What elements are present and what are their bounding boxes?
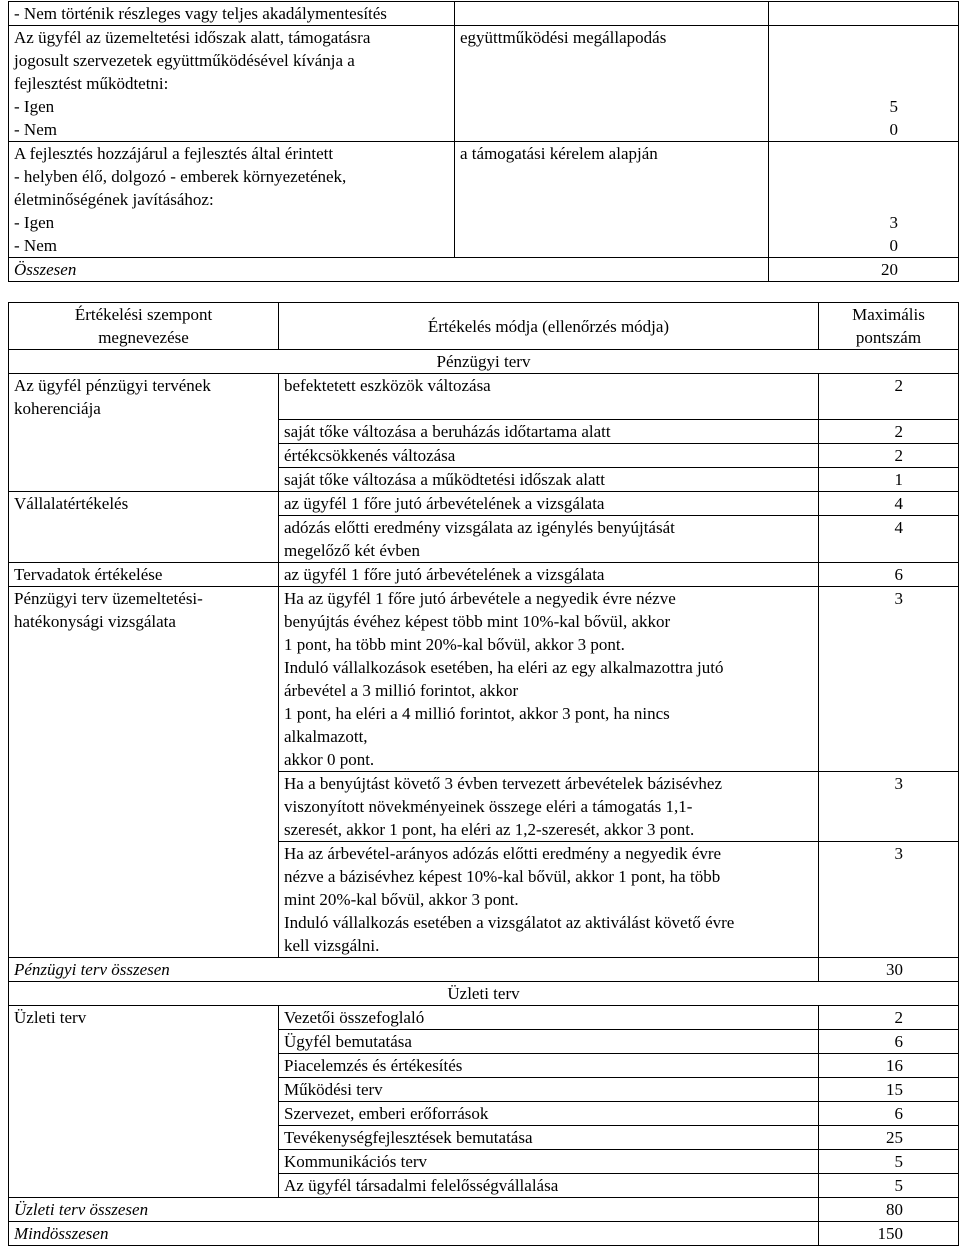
method-line: Induló vállalkozás esetében a vizsgálatot az aktiválást követő évre — [284, 913, 735, 932]
score-cell: 6 — [819, 1102, 959, 1126]
table-row — [9, 258, 959, 282]
method-line: szeresét, akkor 1 pont, ha eléri az 1,2-szeresét, akkor 3 pont. — [284, 820, 695, 839]
criteria-table-top — [8, 1, 959, 282]
table-row — [9, 2, 959, 26]
grand-total-label: Mindösszesen — [9, 1222, 819, 1246]
total-row — [9, 958, 959, 982]
criterion-line: - Igen — [14, 213, 55, 232]
criterion-cell: Üzleti terv — [9, 1006, 279, 1198]
criterion-line: A fejlesztés hozzájárul a fejlesztés által érintett — [14, 144, 334, 163]
method-cell: Kommunikációs terv — [279, 1150, 819, 1174]
table-row — [9, 1006, 959, 1030]
table-row — [9, 563, 959, 587]
header-criterion-line: Értékelési szempont — [74, 305, 213, 324]
score-cell: 4 — [819, 492, 959, 516]
method-line: 1 pont, ha több mint 20%-kal bővül, akkor 3 pont. — [284, 635, 625, 654]
section-title: Pénzügyi terv — [9, 350, 959, 374]
method-cell — [279, 516, 819, 563]
score-cell: 3 — [819, 587, 959, 772]
header-max-line: Maximális — [852, 305, 925, 324]
criterion-cell: Vállalatértékelés — [9, 492, 279, 563]
method-line: adózás előtti eredmény vizsgálata az igénylés benyújtását — [284, 518, 675, 537]
method-line: Ha az ügyfél 1 főre jutó árbevétele a negyedik évre nézve — [284, 589, 676, 608]
criterion-line: - Igen — [14, 97, 55, 116]
method-cell: Tevékenységfejlesztések bemutatása — [279, 1126, 819, 1150]
total-value: 20 — [769, 258, 959, 282]
header-criterion-line: megnevezése — [98, 328, 189, 347]
total-value: 80 — [819, 1198, 959, 1222]
total-label: Pénzügyi terv összesen — [9, 958, 819, 982]
table-row — [9, 374, 959, 420]
grand-total-value: 150 — [819, 1222, 959, 1246]
score-value: 3 — [889, 213, 898, 232]
criterion-cell — [9, 2, 455, 26]
score-cell: 4 — [819, 516, 959, 563]
criterion-line: Pénzügyi terv üzemeltetési- — [14, 589, 203, 608]
method-line: mint 20%-kal bővül, akkor 3 pont. — [284, 890, 519, 909]
score-cell: 15 — [819, 1078, 959, 1102]
total-label: Üzleti terv összesen — [9, 1198, 819, 1222]
method-line: 1 pont, ha eléri a 4 millió forintot, akkor 3 pont, ha nincs — [284, 704, 670, 723]
total-label: Összesen — [9, 258, 769, 282]
score-cell: 5 — [819, 1174, 959, 1198]
criterion-line: fejlesztést működtetni: — [14, 74, 169, 93]
score-cell: 2 — [819, 374, 959, 420]
table-row — [9, 142, 959, 258]
method-cell: az ügyfél 1 főre jutó árbevételének a vizsgálata — [279, 492, 819, 516]
criterion-line: koherenciája — [14, 399, 101, 418]
method-cell: értékcsökkenés változása — [279, 444, 819, 468]
score-cell: 16 — [819, 1054, 959, 1078]
method-cell — [279, 772, 819, 842]
method-line: benyújtás évéhez képest több mint 10%-kal bővül, akkor — [284, 612, 671, 631]
header-method: Értékelés módja (ellenőrzés módja) — [279, 303, 819, 350]
score-cell: 5 — [819, 1150, 959, 1174]
method-line: alkalmazott, — [284, 727, 368, 746]
method-line: Ha a benyújtást követő 3 évben tervezett árbevételek bázisévhez — [284, 774, 723, 793]
method-cell: Működési terv — [279, 1078, 819, 1102]
section-row — [9, 982, 959, 1006]
header-max-line: pontszám — [855, 328, 922, 347]
score-cell: 6 — [819, 563, 959, 587]
scoring-table — [8, 302, 959, 1246]
method-line: nézve a bázisévhez képest 10%-kal bővül, akkor 1 pont, ha több — [284, 867, 721, 886]
method-cell — [455, 2, 769, 26]
criterion-line: - helyben élő, dolgozó - emberek környezetének, — [14, 167, 347, 186]
method-cell: Piacelemzés és értékesítés — [279, 1054, 819, 1078]
method-cell: saját tőke változása a működtetési időszak alatt — [279, 468, 819, 492]
score-cell: 3 — [819, 772, 959, 842]
score-cell: 2 — [819, 1006, 959, 1030]
criterion-cell — [9, 26, 455, 142]
header-max — [819, 303, 959, 350]
method-cell — [279, 587, 819, 772]
criterion-line: jogosult szervezetek együttműködésével kívánja a — [14, 51, 355, 70]
total-value: 30 — [819, 958, 959, 982]
method-line: kell vizsgálni. — [284, 936, 380, 955]
table-row — [9, 26, 959, 142]
criterion-cell: Tervadatok értékelése — [9, 563, 279, 587]
section-row — [9, 350, 959, 374]
score-cell: 6 — [819, 1030, 959, 1054]
criterion-line: Az ügyfél pénzügyi tervének — [14, 376, 211, 395]
method-cell: Ügyfél bemutatása — [279, 1030, 819, 1054]
method-cell: az ügyfél 1 főre jutó árbevételének a vizsgálata — [279, 563, 819, 587]
score-cell: 1 — [819, 468, 959, 492]
method-line: viszonyított növekményeinek összege eléri a támogatás 1,1- — [284, 797, 693, 816]
score-cell: 2 — [819, 444, 959, 468]
method-text: a támogatási kérelem alapján — [460, 144, 658, 163]
method-cell: saját tőke változása a beruházás időtartama alatt — [279, 420, 819, 444]
header-row — [9, 303, 959, 350]
method-cell — [455, 142, 769, 258]
score-cell — [769, 2, 959, 26]
method-cell: Az ügyfél társadalmi felelősségvállalása — [279, 1174, 819, 1198]
score-value: 5 — [889, 97, 898, 116]
criterion-line: Az ügyfél az üzemeltetési időszak alatt, támogatásra — [14, 28, 371, 47]
table-row — [9, 492, 959, 516]
method-line: akkor 0 pont. — [284, 750, 375, 769]
criterion-line: - Nem — [14, 236, 57, 255]
method-cell — [279, 842, 819, 958]
criterion-cell — [9, 587, 279, 958]
score-value: 0 — [889, 120, 898, 139]
method-cell: Vezetői összefoglaló — [279, 1006, 819, 1030]
method-line: megelőző két évben — [284, 541, 420, 560]
method-line: Ha az árbevétel-arányos adózás előtti eredmény a negyedik évre — [284, 844, 722, 863]
criterion-line: hatékonysági vizsgálata — [14, 612, 176, 631]
score-cell: 3 — [819, 842, 959, 958]
method-line: árbevétel a 3 millió forintot, akkor — [284, 681, 519, 700]
section-title: Üzleti terv — [9, 982, 959, 1006]
score-value: 0 — [889, 236, 898, 255]
criterion-cell — [9, 374, 279, 492]
method-cell — [455, 26, 769, 142]
method-cell: befektetett eszközök változása — [279, 374, 819, 420]
criterion-line: - Nem történik részleges vagy teljes akadálymentesítés — [14, 4, 387, 23]
header-criterion — [9, 303, 279, 350]
score-cell: 25 — [819, 1126, 959, 1150]
method-cell: Szervezet, emberi erőforrások — [279, 1102, 819, 1126]
score-cell: 2 — [819, 420, 959, 444]
total-row — [9, 1222, 959, 1246]
table-row — [9, 587, 959, 772]
method-line: Induló vállalkozások esetében, ha eléri az egy alkalmazottra jutó — [284, 658, 724, 677]
score-cell — [769, 26, 959, 142]
score-cell — [769, 142, 959, 258]
criterion-line: - Nem — [14, 120, 57, 139]
method-text: együttműködési megállapodás — [460, 28, 667, 47]
total-row — [9, 1198, 959, 1222]
criterion-cell — [9, 142, 455, 258]
criterion-line: életminőségének javításához: — [14, 190, 214, 209]
